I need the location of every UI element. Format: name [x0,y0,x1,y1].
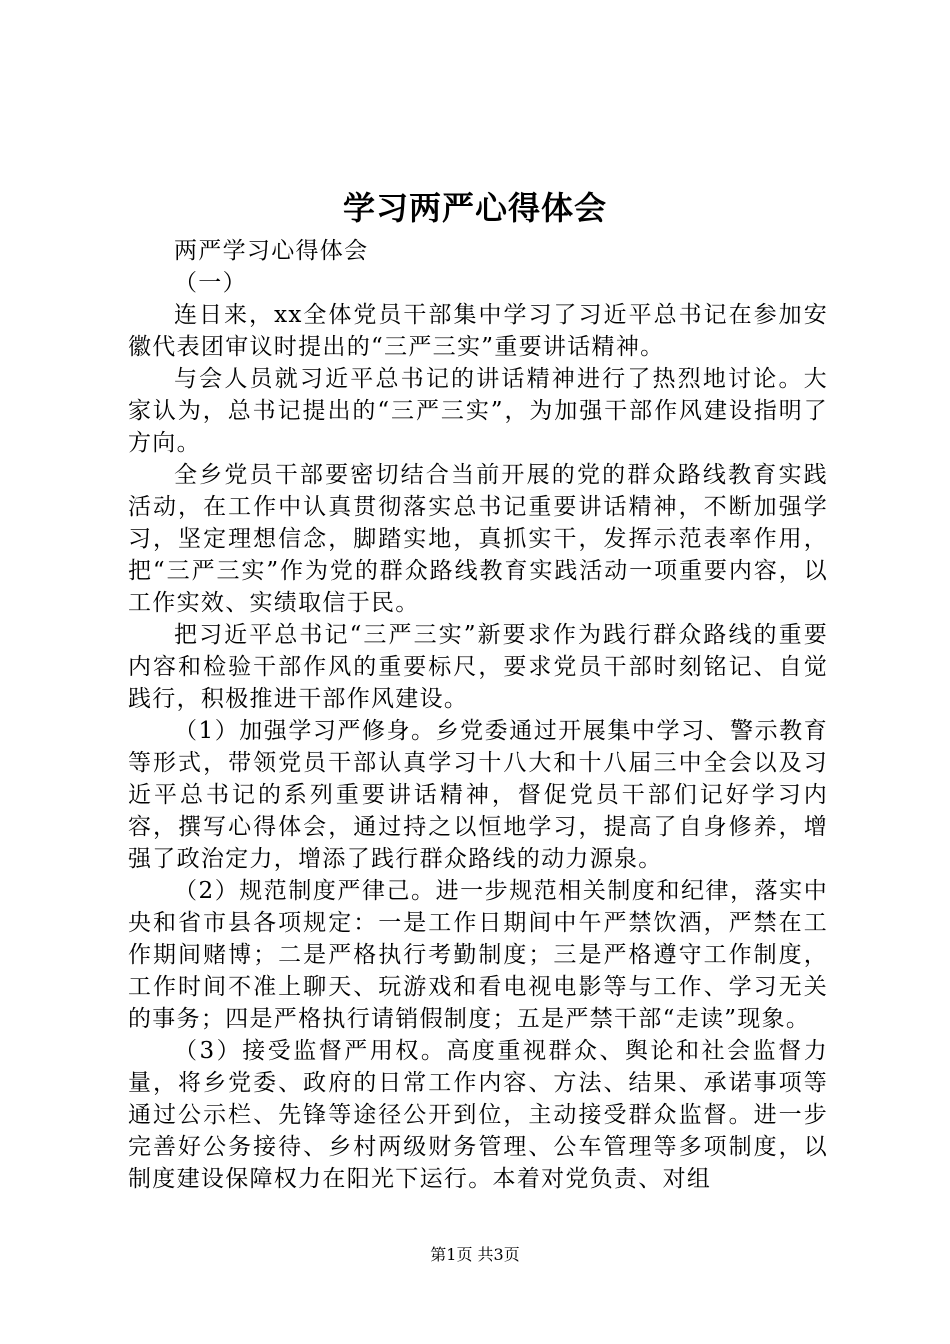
paragraph: （1）加强学习严修身。乡党委通过开展集中学习、警示教育等形式，带领党员干部认真学习十八大和十八届三中全会以及习近平总书记的系列重要讲话精神，督促党员干部们记好学习内容，撰写心得体会，通过持之以恒地学习，提高了自身修养，增强了政治定力，增添了践行群众路线的动力源泉。 [128,718,828,872]
paragraph: 与会人员就习近平总书记的讲话精神进行了热烈地讨论。大家认为，总书记提出的“三严三实”，为加强干部作风建设指明了方向。 [128,366,828,456]
paragraph: 全乡党员干部要密切结合当前开展的党的群众路线教育实践活动，在工作中认真贯彻落实总书记重要讲话精神，不断加强学习，坚定理想信念，脚踏实地，真抓实干，发挥示范表率作用，把“三严三实”作为党的群众路线教育实践活动一项重要内容，以工作实效、实绩取信于民。 [128,462,828,616]
paragraph: （3）接受监督严用权。高度重视群众、舆论和社会监督力量，将乡党委、政府的日常工作内容、方法、结果、承诺事项等通过公示栏、先锋等途径公开到位，主动接受群众监督。进一步完善好公务接待、乡村两级财务管理、公车管理等多项制度，以制度建设保障权力在阳光下运行。本着对党负责、对组 [128,1038,828,1192]
paragraph: 把习近平总书记“三严三实”新要求作为践行群众路线的重要内容和检验干部作风的重要标尺，要求党员干部时刻铭记、自觉践行，积极推进干部作风建设。 [128,622,828,712]
paragraph: 连日来，xx全体党员干部集中学习了习近平总书记在参加安徽代表团审议时提出的“三严三实”重要讲话精神。 [128,302,828,360]
paragraph-section-number: （一） [174,270,247,296]
paragraph: （2）规范制度严律己。进一步规范相关制度和纪律，落实中央和省市县各项规定：一是工作日期间中午严禁饮酒，严禁在工作期间赌博；二是严格执行考勤制度；三是严格遵守工作制度，工作时间不准上聊天、玩游戏和看电视电影等与工作、学习无关的事务；四是严格执行请销假制度；五是严禁干部“走读”现象。 [128,878,828,1032]
document-title: 学习两严心得体会 [342,189,607,227]
paragraph-subtitle: 两严学习心得体会 [174,238,369,264]
page-footer: 第1页 共3页 [430,1245,520,1264]
document-body [128,235,828,1195]
